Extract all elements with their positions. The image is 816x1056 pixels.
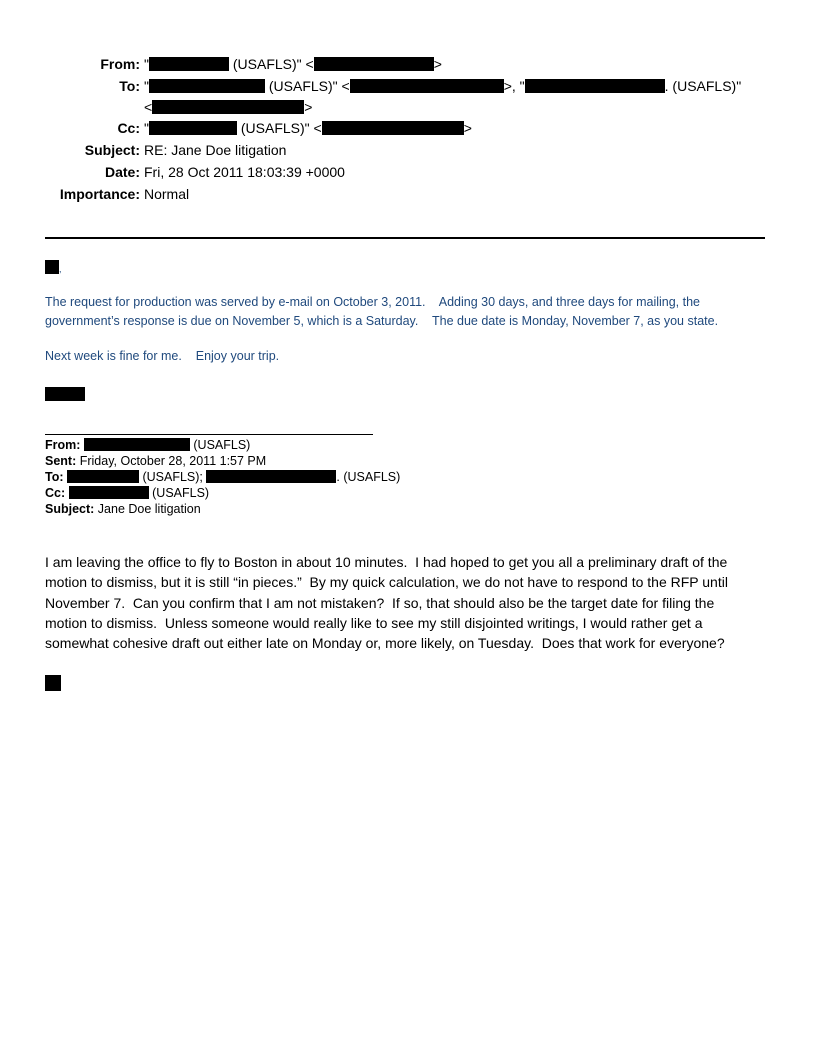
from-row: From: " (USAFLS)" < >	[40, 53, 741, 75]
redaction-box	[45, 260, 59, 274]
importance-label: Importance:	[59, 186, 140, 202]
fwd-cc-row: Cc: (USAFLS)	[45, 486, 210, 500]
redaction-box	[45, 387, 85, 401]
reply-paragraph-1: The request for production was served by e-mail on October 3, 2011. Adding 30 days, and three days for mailing, the government’s response is due on November 5, which is a Saturday. The due date is Monday, November 7, as you state.	[45, 295, 719, 328]
redaction-box	[45, 675, 61, 691]
redaction-box	[69, 486, 149, 499]
fwd-subject-row: Subject: Jane Doe litigation	[45, 502, 201, 516]
date-value: Fri, 28 Oct 2011 18:03:39 +0000	[144, 164, 345, 180]
reply-paragraph-2: Next week is fine for me. Enjoy your trip.	[45, 349, 280, 363]
body-signature	[45, 675, 61, 694]
fwd-from-row: From: (USAFLS)	[45, 438, 251, 452]
redaction-box	[67, 470, 139, 483]
redaction-box	[350, 79, 504, 93]
cc-row: Cc: " (USAFLS)" < >	[40, 117, 741, 139]
redaction-box	[152, 100, 304, 114]
subject-value: RE: Jane Doe litigation	[144, 142, 287, 158]
redaction-box	[149, 121, 237, 135]
date-row	[40, 161, 741, 183]
date-label: Date:	[104, 164, 140, 180]
redaction-box	[314, 57, 434, 71]
signature	[45, 386, 85, 405]
salutation: ,	[45, 259, 62, 279]
cc-label: Cc:	[117, 120, 140, 136]
fwd-to-row: To: (USAFLS); . (USAFLS)	[45, 470, 401, 484]
subject-label: Subject:	[84, 142, 140, 158]
from-label: From:	[100, 56, 140, 72]
message-body: I am leaving the office to fly to Boston in about 10 minutes. I had hoped to get you all a preliminary draft of the motion to dismiss, but it is still “in pieces.” By my quick calculation, we do not have to respond to the RFP until November 7. Can you confirm that I am not mistaken? If so, that should also be the target date for filing the motion to dismiss. Unless someone would really like to see my still disjointed writings, I would rather get a somewhat cohesive draft out either late on Monday or, more likely, on Tuesday. Does that work for everyone?	[45, 554, 728, 652]
email-header	[40, 53, 741, 205]
importance-row	[40, 183, 741, 205]
to-label: To:	[119, 78, 140, 94]
importance-value: Normal	[144, 186, 190, 202]
header-divider	[45, 237, 765, 239]
redaction-box	[149, 79, 265, 93]
to-row-continued: < >	[144, 99, 313, 115]
redaction-box	[149, 57, 229, 71]
redaction-box	[322, 121, 464, 135]
fwd-sent-row: Sent: Friday, October 28, 2011 1:57 PM	[45, 454, 267, 468]
forwarded-header	[45, 437, 400, 517]
forward-divider	[45, 434, 373, 435]
redaction-box	[525, 79, 665, 93]
redaction-box	[206, 470, 336, 483]
redaction-box	[84, 438, 190, 451]
subject-row	[40, 139, 741, 161]
to-row: To: " (USAFLS)" < >, " . (USAFLS)"	[40, 75, 741, 97]
